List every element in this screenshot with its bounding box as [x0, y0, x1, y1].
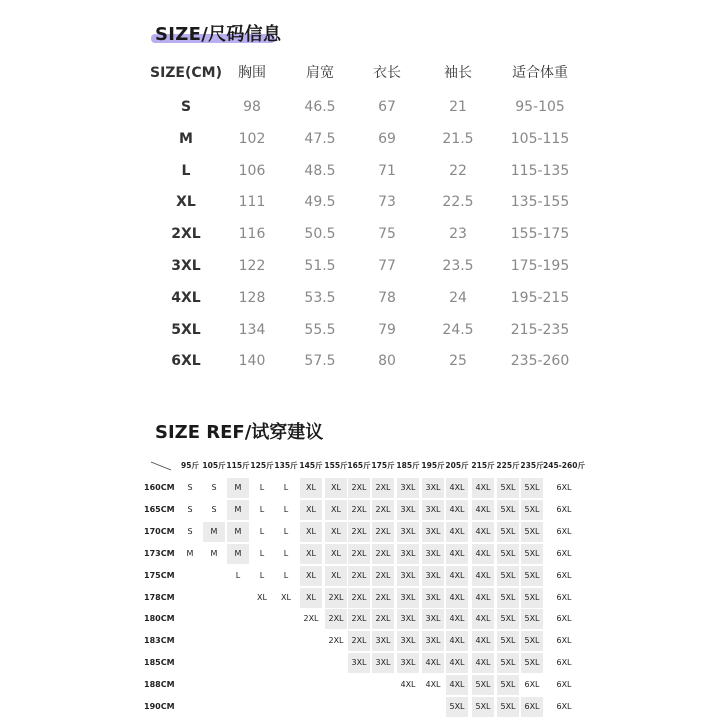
size-ref-cell: 6XL	[556, 702, 572, 711]
size-ref-cell: 5XL	[446, 697, 468, 717]
height-label: 170CM	[144, 526, 175, 536]
size-value-cell: 73	[378, 194, 396, 211]
size-ref-cell: XL	[300, 522, 322, 542]
size-ref-cell: 6XL	[556, 526, 572, 536]
weight-header: 185斤	[396, 461, 420, 470]
size-label-cell: XL	[176, 194, 196, 211]
size-ref-cell: L	[259, 526, 265, 536]
size-ref-cell: 3XL	[397, 478, 419, 498]
size-value-cell: 25	[449, 353, 467, 370]
size-ref-cell: L	[283, 570, 289, 580]
size-value-cell: 67	[378, 99, 396, 115]
size-ref-cell: 5XL	[497, 544, 519, 564]
size-value-cell: 23	[449, 226, 467, 243]
size-ref-cell: 3XL	[397, 544, 419, 564]
size-ref-cell: 4XL	[472, 653, 494, 673]
size-ref-cell: 2XL	[303, 614, 319, 624]
size-ref-cell: 3XL	[422, 566, 444, 586]
size-value-cell: 111	[238, 194, 266, 211]
size-ref-cell: 5XL	[521, 566, 543, 586]
size-ref-cell: M	[203, 522, 225, 542]
size-ref-cell: 2XL	[348, 500, 370, 520]
size-value-cell: 22.5	[442, 194, 474, 211]
size-ref-cell: XL	[300, 544, 322, 564]
size-ref-cell: 6XL	[556, 658, 572, 668]
weight-header: 245-260斤	[543, 461, 585, 470]
size-ref-cell: M	[227, 522, 249, 542]
height-label: 160CM	[144, 483, 175, 492]
size-ref-cell: 3XL	[422, 522, 444, 542]
size-ref-cell: L	[235, 570, 241, 580]
size-ref-cell: L	[283, 526, 289, 536]
weight-header: 145斤	[299, 461, 323, 470]
size-value-cell: 78	[378, 289, 396, 306]
weight-header: 215斤	[471, 461, 495, 470]
size-ref-cell: 4XL	[472, 522, 494, 542]
size-chart-header-cell: SIZE(CM)	[149, 65, 223, 81]
size-ref-cell: 4XL	[446, 675, 468, 695]
size-info-title	[155, 20, 281, 46]
size-ref-cell: S	[187, 504, 193, 514]
size-ref-cell: 5XL	[521, 522, 543, 542]
size-ref-title: SIZE REF/试穿建议	[155, 422, 324, 443]
size-ref-cell: 5XL	[497, 697, 519, 717]
size-ref-cell: L	[283, 504, 289, 514]
size-value-cell: 50.5	[304, 226, 336, 243]
size-chart-row	[0, 159, 720, 183]
size-value-cell: 75	[378, 226, 396, 243]
size-ref-cell: S	[211, 483, 217, 492]
size-ref-cell: 4XL	[472, 478, 494, 498]
size-value-cell: 175-195	[510, 258, 570, 274]
size-ref-cell: 3XL	[397, 522, 419, 542]
size-ref-cell: 6XL	[556, 680, 572, 690]
size-chart-header-cell: 肩宽	[306, 65, 334, 81]
size-chart-row	[0, 222, 720, 246]
size-ref-cell: 5XL	[521, 478, 543, 498]
size-label-cell: 2XL	[171, 226, 201, 243]
size-ref-cell: XL	[325, 544, 347, 564]
size-value-cell: 24	[449, 289, 467, 306]
size-ref-cell: XL	[300, 478, 322, 498]
size-ref-cell: 2XL	[372, 544, 394, 564]
size-ref-cell: 5XL	[497, 653, 519, 673]
size-ref-cell: 2XL	[372, 522, 394, 542]
weight-header: 195斤	[421, 461, 445, 470]
size-value-cell: 21	[449, 99, 467, 115]
size-ref-cell: 4XL	[446, 566, 468, 586]
weight-header: 205斤	[445, 461, 469, 470]
size-ref-cell: 5XL	[472, 697, 494, 717]
size-ref-cell: 6XL	[556, 548, 572, 558]
size-ref-cell: 3XL	[422, 631, 444, 651]
size-ref-cell: 5XL	[497, 631, 519, 651]
size-ref-cell: 6XL	[556, 592, 572, 602]
size-value-cell: 51.5	[304, 258, 336, 274]
size-ref-cell: XL	[325, 500, 347, 520]
size-chart-header-cell: 适合体重	[512, 65, 568, 81]
size-chart-header-row	[0, 61, 720, 85]
size-ref-cell: 4XL	[400, 680, 416, 690]
size-label-cell: S	[180, 99, 192, 115]
size-ref-cell: 4XL	[446, 609, 468, 629]
size-ref-cell: 4XL	[472, 544, 494, 564]
size-ref-cell: 3XL	[422, 500, 444, 520]
size-ref-cell: 5XL	[521, 500, 543, 520]
size-label-cell: 3XL	[171, 258, 201, 274]
size-ref-cell: 5XL	[497, 522, 519, 542]
size-ref-cell: 2XL	[348, 566, 370, 586]
size-label-cell: 6XL	[171, 353, 201, 370]
size-ref-cell: L	[259, 483, 265, 492]
size-label-cell: 5XL	[171, 321, 201, 338]
size-ref-cell: M	[210, 548, 218, 558]
weight-header: 225斤	[496, 461, 520, 470]
size-chart-row	[0, 318, 720, 342]
size-ref-cell: 3XL	[397, 653, 419, 673]
size-ref-cell: 2XL	[372, 478, 394, 498]
size-ref-cell: 4XL	[446, 588, 468, 608]
size-value-cell: 122	[238, 258, 266, 274]
size-ref-cell: 3XL	[348, 653, 370, 673]
size-value-cell: 140	[238, 353, 266, 370]
size-value-cell: 57.5	[304, 353, 336, 370]
size-chart-header-cell: 衣长	[373, 65, 401, 81]
size-value-cell: 23.5	[442, 258, 474, 274]
size-ref-cell: 2XL	[372, 588, 394, 608]
size-chart-row	[0, 254, 720, 278]
size-ref-cell: 6XL	[556, 636, 572, 646]
size-info-title-text: SIZE/尺码信息	[155, 24, 282, 45]
size-chart-row	[0, 95, 720, 119]
size-ref-cell: M	[227, 544, 249, 564]
size-ref-cell: 3XL	[372, 653, 394, 673]
size-ref-cell: L	[259, 548, 265, 558]
size-ref-cell: M	[227, 478, 249, 498]
size-ref-cell: 3XL	[372, 631, 394, 651]
size-label-cell: 4XL	[171, 289, 201, 306]
size-value-cell: 95-105	[515, 99, 565, 115]
height-label: 180CM	[144, 614, 175, 624]
weight-header: 135斤	[274, 461, 298, 470]
size-ref-cell: 5XL	[521, 588, 543, 608]
size-value-cell: 128	[238, 289, 266, 306]
size-ref-cell: 3XL	[397, 631, 419, 651]
size-ref-cell: XL	[325, 478, 347, 498]
size-value-cell: 80	[378, 353, 396, 370]
size-ref-cell: XL	[300, 588, 322, 608]
height-label: 188CM	[144, 680, 175, 690]
size-value-cell: 55.5	[304, 321, 336, 338]
size-value-cell: 47.5	[304, 130, 336, 147]
size-chart-row	[0, 349, 720, 373]
size-ref-cell: 2XL	[348, 544, 370, 564]
size-value-cell: 69	[378, 130, 396, 147]
size-ref-cell: 4XL	[472, 588, 494, 608]
size-ref-cell: XL	[325, 522, 347, 542]
size-ref-cell: 2XL	[348, 478, 370, 498]
size-value-cell: 215-235	[510, 321, 570, 338]
size-ref-cell: 5XL	[497, 609, 519, 629]
size-ref-cell: 5XL	[472, 675, 494, 695]
size-value-cell: 53.5	[304, 289, 336, 306]
size-value-cell: 77	[378, 258, 396, 274]
size-chart-row	[0, 286, 720, 310]
size-ref-cell: L	[283, 483, 289, 492]
size-ref-cell: 3XL	[397, 500, 419, 520]
height-label: 178CM	[144, 592, 175, 602]
size-value-cell: 106	[238, 162, 266, 179]
weight-header: 105斤	[202, 461, 226, 470]
size-ref-cell: 5XL	[497, 588, 519, 608]
size-value-cell: 134	[238, 321, 266, 338]
size-value-cell: 105-115	[510, 130, 570, 147]
size-ref-cell: 3XL	[422, 609, 444, 629]
size-ref-cell: 5XL	[521, 544, 543, 564]
size-chart-row	[0, 127, 720, 151]
size-value-cell: 71	[378, 162, 396, 179]
size-ref-cell: 6XL	[556, 614, 572, 624]
weight-header: 115斤	[226, 461, 250, 470]
size-ref-cell: XL	[325, 566, 347, 586]
size-ref-cell: 3XL	[397, 609, 419, 629]
weight-header: 155斤	[324, 461, 348, 470]
size-ref-cell: 4XL	[472, 500, 494, 520]
size-ref-cell: 2XL	[372, 609, 394, 629]
size-ref-cell: 2XL	[348, 609, 370, 629]
size-ref-cell: 4XL	[472, 609, 494, 629]
size-value-cell: 24.5	[442, 321, 474, 338]
size-ref-cell: 2XL	[348, 588, 370, 608]
size-ref-cell: S	[187, 483, 193, 492]
size-ref-cell: M	[186, 548, 194, 558]
height-label: 183CM	[144, 636, 175, 646]
size-ref-cell: 2XL	[348, 631, 370, 651]
size-value-cell: 49.5	[304, 194, 336, 211]
size-value-cell: 235-260	[510, 353, 570, 370]
size-ref-cell: 4XL	[446, 478, 468, 498]
size-ref-cell: 4XL	[446, 522, 468, 542]
weight-header: 175斤	[371, 461, 395, 470]
size-ref-cell: 6XL	[524, 680, 540, 690]
size-ref-cell: 5XL	[497, 478, 519, 498]
weight-header: 95斤	[181, 461, 199, 470]
height-label: 190CM	[144, 702, 175, 711]
size-ref-cell: 2XL	[325, 609, 347, 629]
height-label: 185CM	[144, 658, 175, 668]
size-ref-cell: 5XL	[497, 566, 519, 586]
size-ref-cell: 3XL	[422, 544, 444, 564]
size-ref-cell: 2XL	[372, 566, 394, 586]
size-ref-cell: 2XL	[328, 636, 344, 646]
height-label: 173CM	[144, 548, 175, 558]
size-ref-cell: 3XL	[422, 478, 444, 498]
size-value-cell: 22	[449, 162, 467, 179]
size-ref-cell: 4XL	[446, 500, 468, 520]
size-value-cell: 21.5	[442, 130, 474, 147]
size-ref-cell: L	[259, 504, 265, 514]
size-ref-cell: 6XL	[556, 570, 572, 580]
size-ref-cell: XL	[281, 592, 291, 602]
size-value-cell: 135-155	[510, 194, 570, 211]
size-value-cell: 115-135	[510, 162, 570, 179]
size-ref-cell: M	[227, 500, 249, 520]
size-ref-cell: 4XL	[425, 680, 441, 690]
size-ref-cell: XL	[300, 500, 322, 520]
corner-diagonal-line	[150, 461, 172, 471]
size-value-cell: 79	[378, 321, 396, 338]
size-ref-cell: 6XL	[556, 504, 572, 514]
size-ref-cell: 4XL	[472, 631, 494, 651]
size-value-cell: 102	[238, 130, 266, 147]
weight-header: 235斤	[520, 461, 544, 470]
size-chart-row	[0, 190, 720, 214]
size-value-cell: 195-215	[510, 289, 570, 306]
size-label-cell: L	[181, 162, 191, 179]
size-ref-cell: 5XL	[497, 675, 519, 695]
size-ref-cell: 6XL	[521, 697, 543, 717]
size-ref-cell: 5XL	[521, 653, 543, 673]
size-ref-cell: L	[259, 570, 265, 580]
size-ref-cell: 5XL	[521, 609, 543, 629]
size-ref-cell: 3XL	[397, 566, 419, 586]
size-ref-cell: 5XL	[521, 631, 543, 651]
size-ref-cell: 4XL	[446, 653, 468, 673]
size-value-cell: 46.5	[304, 99, 336, 115]
size-ref-cell: 2XL	[325, 588, 347, 608]
size-ref-cell: 3XL	[397, 588, 419, 608]
height-label: 175CM	[144, 570, 175, 580]
height-label: 165CM	[144, 504, 175, 514]
size-ref-cell: 2XL	[348, 522, 370, 542]
size-ref-cell: S	[211, 504, 217, 514]
size-ref-cell: L	[283, 548, 289, 558]
size-value-cell: 98	[243, 99, 261, 115]
size-ref-cell: 2XL	[372, 500, 394, 520]
size-ref-cell: 6XL	[556, 483, 572, 492]
size-chart-header-cell: 袖长	[444, 65, 472, 81]
size-ref-cell: 3XL	[422, 588, 444, 608]
size-ref-cell: XL	[300, 566, 322, 586]
size-ref-cell: 4XL	[422, 653, 444, 673]
weight-header: 125斤	[250, 461, 274, 470]
size-value-cell: 48.5	[304, 162, 336, 179]
size-value-cell: 155-175	[510, 226, 570, 243]
weight-header: 165斤	[347, 461, 371, 470]
size-ref-cell: 4XL	[446, 544, 468, 564]
size-ref-cell: 5XL	[497, 500, 519, 520]
size-label-cell: M	[179, 130, 193, 147]
size-ref-cell: S	[187, 526, 193, 536]
size-value-cell: 116	[238, 226, 266, 243]
size-chart-header-cell: 胸围	[238, 65, 266, 81]
size-ref-cell: 4XL	[472, 566, 494, 586]
size-ref-cell: 4XL	[446, 631, 468, 651]
size-ref-cell: XL	[257, 592, 267, 602]
